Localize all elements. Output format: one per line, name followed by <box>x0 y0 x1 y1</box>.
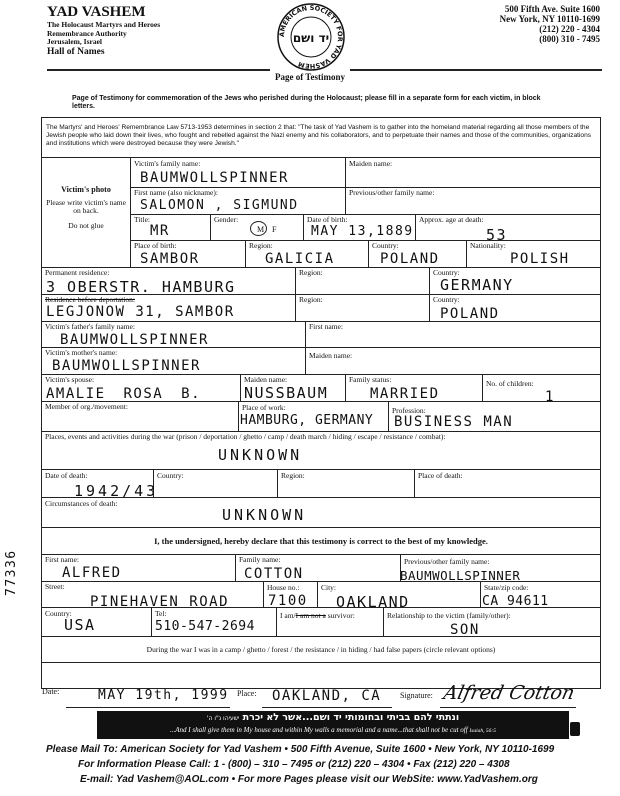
first-name-value[interactable]: SALOMON , SIGMUND <box>140 198 299 213</box>
father-first-label: First name: <box>309 322 343 331</box>
sub-country-value[interactable]: USA <box>64 616 96 634</box>
spouse-label: Victim's spouse: <box>45 375 95 384</box>
birth-region-label: Region: <box>249 241 273 250</box>
birth-country-value[interactable]: POLAND <box>380 251 440 267</box>
title-label: Title: <box>134 215 150 224</box>
tel-value[interactable]: 510-547-2694 <box>155 619 255 634</box>
sub-first-label: First name: <box>45 555 79 564</box>
address-line: 500 Fifth Ave. Suite 1600 <box>504 4 600 14</box>
rule <box>41 469 601 470</box>
rule <box>480 581 481 607</box>
rule <box>151 607 152 636</box>
nationality-label: Nationality: <box>470 241 506 250</box>
survivor-post: survivor: <box>325 611 355 620</box>
rule <box>41 157 601 158</box>
state-label: State/zip code: <box>484 583 529 592</box>
relationship-label: Relationship to the victim (family/other): <box>387 611 511 620</box>
date-label: Date: <box>42 687 60 696</box>
circumstances-label: Circumstances of death: <box>45 499 118 508</box>
profession-label: Profession: <box>392 406 426 415</box>
circumstances-value[interactable]: UNKNOWN <box>222 506 307 524</box>
war-line: During the war I was in a camp / ghetto / forest / the resistance / in hiding / had false papers (circle relevant options) <box>146 645 496 654</box>
res-country-value[interactable]: POLAND <box>440 306 500 322</box>
survivor-struck: I am not a <box>295 611 326 620</box>
rule <box>238 401 239 431</box>
perm-country-value[interactable]: GERMANY <box>440 276 514 294</box>
tel-label: Tel: <box>155 609 167 618</box>
english-ref: Isaiah, 56:5 <box>469 728 496 734</box>
rule <box>383 607 384 636</box>
dob-value[interactable]: MAY 13,1889 <box>311 224 414 239</box>
rule <box>262 707 392 708</box>
age-value[interactable]: 53 <box>486 226 508 244</box>
age-label: Approx. age at death: <box>419 215 484 224</box>
intro-text: Page of Testimony for commemoration of the Jews who perished during the Holocaust; please fill in a separate form for each victim, in block letters. <box>72 95 541 110</box>
english-quote <box>97 726 569 736</box>
death-region-label: Region: <box>281 471 305 480</box>
rule <box>263 581 264 607</box>
family-name-value[interactable]: BAUMWOLLSPINNER <box>140 170 289 186</box>
street-value[interactable]: PINEHAVEN ROAD <box>90 594 230 610</box>
gender-m: M <box>257 225 265 234</box>
rule <box>41 662 601 663</box>
place-work-label: Place of work: <box>242 403 286 412</box>
rule <box>305 321 306 374</box>
rule <box>429 267 430 321</box>
sub-prev-label: Previous/other family name: <box>404 557 490 566</box>
place-death-label: Place of death: <box>418 471 463 480</box>
prev-family-label: Previous/other family name: <box>349 188 435 197</box>
hebrew-quote <box>97 712 569 723</box>
place-value[interactable]: OAKLAND, CA <box>272 688 382 704</box>
street-label: Street: <box>45 582 65 591</box>
rule <box>240 374 241 401</box>
relationship-value[interactable]: SON <box>450 622 480 638</box>
photo-title: Victim's photo <box>61 185 111 194</box>
places-war-value[interactable]: UNKNOWN <box>218 446 303 464</box>
rule <box>130 157 131 267</box>
rule <box>41 527 601 528</box>
mother-value[interactable]: BAUMWOLLSPINNER <box>52 358 201 374</box>
res-region-label: Region: <box>299 295 323 304</box>
rule <box>345 157 346 214</box>
place-label: Place: <box>237 689 257 698</box>
gender-m-circle <box>250 221 267 236</box>
rule <box>415 214 416 240</box>
sub-prev-value[interactable]: BAUMWOLLSPINNER <box>400 568 521 583</box>
rule <box>295 267 296 321</box>
house-label: House no.: <box>267 583 300 592</box>
phone-line: (800) 310 - 7495 <box>539 34 600 44</box>
birth-region-value[interactable]: GALICIA <box>265 251 335 267</box>
first-name-label: First name (also nickname): <box>134 188 218 197</box>
children-value[interactable]: 1 <box>545 389 555 405</box>
date-death-label: Date of death: <box>45 471 88 480</box>
state-value[interactable]: CA 94611 <box>482 594 549 609</box>
rule <box>245 240 246 267</box>
father-label: Victim's father's family name: <box>45 322 135 331</box>
gender-f: F <box>272 225 277 234</box>
rule <box>303 214 304 240</box>
sub-country-label: Country: <box>45 609 72 618</box>
profession-value[interactable]: BUSINESS MAN <box>394 414 514 430</box>
rule <box>130 214 601 215</box>
rule <box>440 707 576 708</box>
birth-place-label: Place of birth: <box>134 241 177 250</box>
form-title: Page of Testimony <box>274 72 345 82</box>
signature-value[interactable]: Alfred Cotton <box>441 682 577 704</box>
perm-res-label: Permanent residence: <box>45 268 110 277</box>
rule <box>210 214 211 240</box>
declaration: I, the undersigned, hereby declare that this testimony is correct to the best of my knowledge. <box>154 536 488 546</box>
hebrew-ref: ישעיהו נ"ו ה' <box>206 715 240 722</box>
rule <box>66 707 230 708</box>
family-status-value[interactable]: MARRIED <box>370 386 440 402</box>
rule <box>41 636 601 637</box>
org-line: Jerusalem, Israel <box>47 37 102 46</box>
margin-number: 77336 <box>4 549 19 596</box>
sub-first-value[interactable]: ALFRED <box>62 565 122 581</box>
maiden-name-label: Maiden name: <box>349 159 393 168</box>
rule <box>130 240 601 241</box>
dob-label: Date of birth: <box>307 215 348 224</box>
header-right <box>440 4 600 44</box>
quote-banner <box>97 711 569 739</box>
birth-country-label: Country: <box>372 241 399 250</box>
header-rule-left <box>47 69 270 71</box>
family-name-label: Victim's family name: <box>134 159 201 168</box>
address-line: New York, NY 10110-1699 <box>499 14 600 24</box>
rule <box>368 240 369 267</box>
footer-mail: Please Mail To: American Society for Yad Vashem • 500 Fifth Avenue, Suite 1600 • New York, NY 10110-1699 <box>46 744 555 755</box>
banner-mark <box>570 722 580 736</box>
mother-maiden-label: Maiden name: <box>309 351 353 360</box>
header-rule-right <box>350 69 602 71</box>
seal-hebrew: יד ושם <box>292 31 330 45</box>
place-work-value[interactable]: HAMBURG, GERMANY <box>240 413 374 428</box>
seal-text: AMERICAN SOCIETY FOR YAD VASHEM <box>277 3 345 71</box>
rule <box>466 240 467 267</box>
title-value[interactable]: MR <box>150 223 170 239</box>
city-value[interactable]: OAKLAND <box>336 593 410 611</box>
city-label: City: <box>321 583 337 592</box>
res-before-label: Residence before deportation: <box>45 295 135 304</box>
rule <box>414 469 415 497</box>
spouse-maiden-label: Maiden name: <box>244 375 288 384</box>
phone-line: (212) 220 - 4304 <box>539 24 600 34</box>
survivor-label <box>280 612 355 620</box>
rule <box>276 607 277 636</box>
member-org-label: Member of org./movement: <box>45 402 128 411</box>
rule <box>345 374 346 401</box>
seal-logo <box>276 2 346 72</box>
spouse-maiden-value[interactable]: NUSSBAUM <box>244 384 329 402</box>
spouse-value[interactable]: AMALIE ROSA B. <box>46 386 202 402</box>
hebrew-text: ונתתי להם בביתי ובחומותי יד ושם...אשר לא יכרת <box>242 712 460 723</box>
header-left <box>47 4 247 58</box>
perm-country-label: Country: <box>433 268 460 277</box>
res-country-label: Country: <box>433 295 460 304</box>
rule <box>235 554 236 581</box>
org-line: Remembrance Authority <box>47 28 127 38</box>
children-label: No. of children: <box>486 379 534 388</box>
family-status-label: Family status: <box>349 375 392 384</box>
rule <box>317 581 318 607</box>
photo-area[interactable] <box>42 185 130 230</box>
places-war-label: Places, events and activities during the war (prison / deportation / ghetto / camp / death march / hiding / escape / resistance / combat): <box>45 432 446 441</box>
law-text: The Martyrs' and Heroes' Remembrance Law 5713-1953 determines in section 2 that: "The task of Yad Vashem is to gather into the homeland material regarding all those members of the Jewish people who laid down their lives, who fought and rebelled against the Nazi enemy and his collaborators, and to perpetuate their names and those of the communities, organizations and institutions which were destroyed because they were Jewish." <box>46 124 592 147</box>
nationality-value[interactable]: POLISH <box>510 251 570 267</box>
rule <box>41 554 601 555</box>
photo-glue: Do not glue <box>68 221 104 230</box>
father-value[interactable]: BAUMWOLLSPINNER <box>60 332 209 348</box>
date-death-value[interactable]: 1942/43 <box>74 482 159 500</box>
gender-label: Gender: <box>214 215 239 224</box>
rule <box>277 469 278 497</box>
english-text: ...And I shall give them in My house and within My walls a memorial and a name...that shall not be cut off <box>169 726 468 734</box>
rule <box>41 374 601 375</box>
org-name: YAD VASHEM <box>47 4 146 20</box>
rule <box>388 401 389 431</box>
sub-family-value[interactable]: COTTON <box>244 566 304 582</box>
hall-of-names: Hall of Names <box>47 46 105 57</box>
res-before-value[interactable]: LEGJONOW 31, SAMBOR <box>46 304 235 320</box>
death-country-label: Country: <box>157 471 184 480</box>
mother-label: Victim's mother's name: <box>45 348 118 357</box>
signature-label: Signature: <box>400 691 433 700</box>
perm-region-label: Region: <box>299 268 323 277</box>
org-line: The Holocaust Martyrs and Heroes <box>47 20 161 29</box>
survivor-pre: I am/ <box>280 611 296 620</box>
birth-place-value[interactable]: SAMBOR <box>140 251 200 267</box>
perm-res-value[interactable]: 3 OBERSTR. HAMBURG <box>46 278 236 296</box>
date-value[interactable]: MAY 19th, 1999 <box>98 688 229 703</box>
photo-note: Please write victim's name on back. <box>46 198 126 215</box>
rule <box>482 374 483 401</box>
sub-family-label: Family name: <box>239 555 281 564</box>
footer-phone: For Information Please Call: 1 - (800) – 310 – 7495 or (212) 220 – 4304 • Fax (212) 220 – 4308 <box>78 759 510 770</box>
house-value[interactable]: 7100 <box>268 593 308 609</box>
footer-web[interactable]: E-mail: Yad Vashem@AOL.com • For more Pages please visit our WebSite: www.YadVashem.org <box>80 774 538 785</box>
